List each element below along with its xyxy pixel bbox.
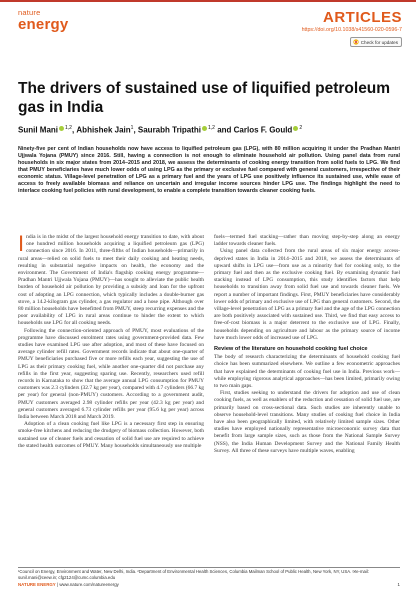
check-updates-label: Check for updates (360, 39, 398, 45)
body-column-right (214, 234, 400, 455)
orcid-icon[interactable] (293, 126, 298, 131)
section-label: ARTICLES (323, 9, 402, 26)
paragraph: fuels—termed fuel stacking—rather than moving step-by-step along an energy ladder towards cleaner fuels. (214, 234, 400, 248)
section-heading: Review of the literature on household cooking fuel choice (214, 346, 368, 353)
paragraph: Using panel data collected from the rural areas of six major energy access-deprived states in India in 2014–2015 and 2018, we assess the determinants of upward shifts in LPG use—from use as a minority fuel for cooking only, to the primary fuel and then as the exclusive cooking fuel. By examining dynamic fuel stacking instead of LPG consumption, this study identifies factors that help households to transition away from solid fuel use and towards cleaner fuels. We report a number of important findings. First, PMUY beneficiaries have considerably lower odds of primary and exclusive use of LPG than general customers. Second, the village-level penetration of LPG as a primary fuel and the age of the LPG connection are both positively associated with sustained use. Third, we find that easy access to free-of-cost biomass is a major deterrent to the exclusive use of LPG. Finally, households depending on agriculture and labour as the primary source of income have much lower odds of increased use of LPG. (214, 248, 400, 341)
drop-cap: I (18, 231, 25, 256)
page-header (18, 9, 402, 51)
author[interactable]: Abhishek Jain$^1$, (76, 125, 138, 135)
article-title: The drivers of sustained use of liquified petroleum gas in India (18, 80, 391, 116)
affiliations: ¹Council on Energy, Environment and Water, New Delhi, India. ²Department of Environmental Health Sciences, Columbia Mailman School of Public Health, New York, NY, USA. ✉e-mail: sunil.mani@ceew.in; cfg2124@cumc.columbia.edu (18, 569, 370, 580)
paragraph: India is in the midst of the largest household energy transition to date, with about one hundred million households acquiring a liquified petroleum gas (LPG) connection since 2016. In 2011, three-fifths of Indian households—primarily in rural areas—relied on solid fuels to meet their daily cooking and heating needs, resulting in substantial negative impacts on health, the economy and the environment. The Government of India's flagship cooking energy programme—Pradhan Mantri Ujjwala Yojana (PMUY)—has sought to alleviate the public health burden of household air pollution by providing a subsidy and loan for the upfront cost of adopting an LPG connection, which typically includes a double-burner gas stove, a 14.2-kilogram gas cylinder, a gas regulator and a hose pipe. Although over 80 million households have benefitted from PMUY, steep recurring expenses and the poor availability of LPG in rural areas continue to hinder the extent to which households use LPG for all cooking needs. (18, 231, 204, 327)
check-updates-icon (353, 39, 359, 45)
author[interactable]: Saurabh Tripathi $^{1,2}$ and (137, 125, 234, 135)
body-column-left (18, 231, 204, 450)
page-footer (18, 582, 400, 587)
paragraph: Adoption of a clean cooking fuel like LPG is a necessary first step in ensuring smoke-free kitchens and reducing the drudgery of biomass collection. However, both sustained use of cleaner fuels and cessation of solid fuel use are required to achieve the stated health outcomes of PMUY. Many households simultaneously use multiple (18, 421, 204, 449)
journal-logo-line2: energy (18, 15, 69, 33)
footnote-divider (18, 567, 400, 568)
journal-logo[interactable] (18, 9, 68, 32)
doi-link[interactable]: https://doi.org/10.1038/s41560-020-0596-7 (301, 27, 402, 33)
footer-journal[interactable]: NATURE ENERGY | www.nature.com/natureenergy (18, 582, 119, 587)
author[interactable]: Carlos F. Gould $^2$ (233, 125, 303, 135)
check-for-updates-button[interactable] (350, 37, 402, 47)
author[interactable]: Sunil Mani $^{1,2}$, (18, 125, 77, 135)
orcid-icon[interactable] (202, 126, 207, 131)
abstract: Ninety-five per cent of Indian households now have access to liquified petroleum gas (LPG), with 80 million acquiring it under the Pradhan Mantri Ujjwala Yojana (PMUY) since 2016. Still, having a connection is not enough to eliminate household air pollution. Using panel data from rural households in six major states from 2014–2015 and 2018, we assess the determinants of cooking energy transition from solid fuels to LPG. We find that PMUY beneficiaries have much lower odds of using LPG as the primary or exclusive fuel compared with general customers, irrespective of their economic status. Village-level penetration of LPG as a primary fuel and the years of LPG use positively influence its sustained use, while ease of access to freely available biomass and reliance on uncertain and irregular income sources hinder LPG use. The findings highlight the need to interlace cooking fuel policies with rural development, to enable a complete transition towards cleaner cooking fuels. (18, 146, 400, 195)
top-accent-rule (0, 0, 416, 2)
paragraph: The body of research characterizing the determinants of household cooking fuel choice has been summarized elsewhere. We outline a few econometric approaches that have explained the determinants of cooking fuel use in India. Previous work—while employing rigorous analytical approaches—has been limited, primarily owing to two main gaps. (214, 354, 400, 390)
author-list (18, 125, 398, 135)
orcid-icon[interactable] (59, 126, 64, 131)
paragraph: Following the connection-oriented approach of PMUY, most evaluations of the programme have discussed enrolment rates using government-provided data. Few studies have examined LPG use after adoption, and most of these have focused on average cylinder refill rates. Government records indicate that about one-quarter of PMUY beneficiaries purchased five or more refills each year, suggesting the use of LPG as their primary cooking fuel, while another one-quarter did not purchase any refills in the first year, suggesting sparing use. Recently, researchers used refill records in Karnataka to show that the average annual LPG consumption for PMUY customers was 2.3 cylinders (32.7 kg per year), compared with 4.7 cylinders (66.7 kg per year) for general (non-PMUY) customers. According to a government audit, PMUY customers averaged 2.98 cylinder refills per year (42.3 kg per year) and general customers averaged 6.73 cylinder refills per year (95.6 kg per year) across India between March 2018 and March 2019. (18, 327, 204, 421)
journal-logo-line1: nature (18, 8, 41, 17)
page-number: 1 (397, 582, 400, 587)
paragraph: First, studies seeking to understand the drivers for adoption and use of clean cooking fuels, as well as enablers of the reduction and cessation of solid fuel use, are primarily based on cross-sectional data. Such studies are inherently unable to observe household-level transitions. Many studies of cooking fuel choice in India have also been geographically limited, with relatively limited sample sizes. Other studies have employed nationally representative microeconomic survey data that benefit from large sample sizes, such as those from the National Sample Survey (NSS), the India Human Development Survey and the National Family Health Survey. All three of these surveys have multiple waves, enabling (214, 390, 400, 454)
